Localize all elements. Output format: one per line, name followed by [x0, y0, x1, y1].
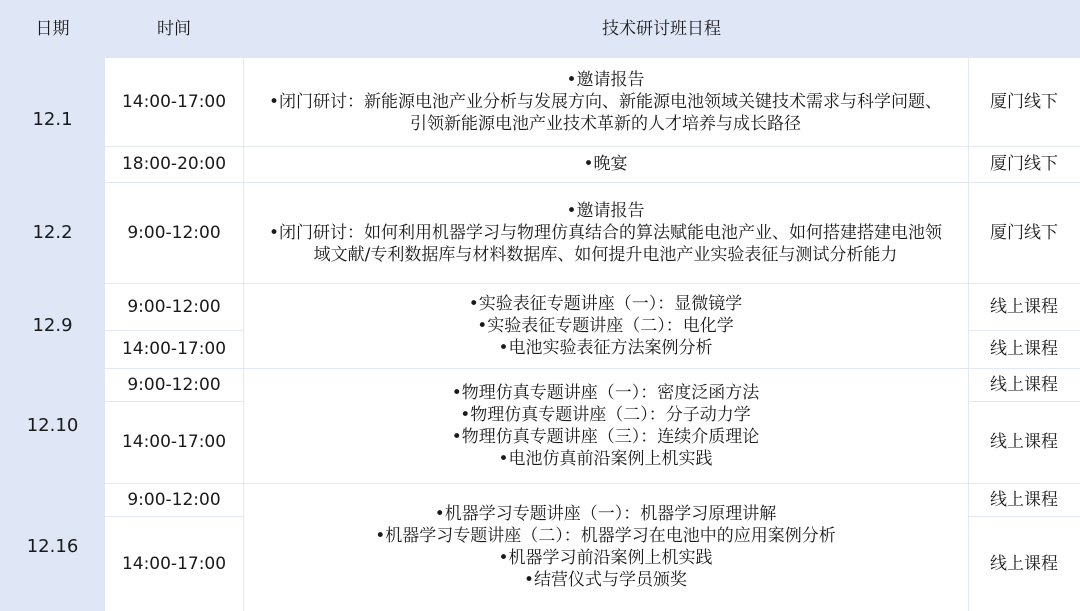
content-line: •物理仿真专题讲座（三）：连续介质理论: [451, 426, 760, 447]
header-date: 日期: [0, 0, 105, 58]
time-cell: 9:00-12:00: [127, 296, 221, 317]
grid-line: [105, 146, 1080, 147]
content-cell: [243, 483, 968, 611]
location-cell: 线上课程: [990, 374, 1058, 395]
location-cell: 线上课程: [990, 489, 1058, 510]
grid-line: [968, 401, 1080, 402]
content-line: •物理仿真专题讲座（二）：分子动力学: [460, 404, 751, 425]
date-cell: 12.2: [0, 182, 105, 283]
content-line: •机器学习专题讲座（二）：机器学习在电池中的应用案例分析: [375, 526, 836, 546]
content-line: •实验表征专题讲座（一）：显微镜学: [468, 293, 743, 314]
grid-line: [105, 368, 1080, 369]
location-cell: 线上课程: [990, 553, 1058, 574]
content-line: •机器学习前沿案例上机实践: [498, 548, 713, 568]
content-line: •邀请报告: [566, 70, 645, 90]
time-cell: 14:00-17:00: [121, 339, 227, 359]
content-line: •电池仿真前沿案例上机实践: [498, 448, 713, 469]
time-cell: 14:00-17:00: [121, 92, 227, 112]
time-cell: 18:00-20:00: [121, 154, 227, 174]
content-cell: [243, 146, 968, 182]
content-line: •实验表征专题讲座（二）：电化学: [477, 315, 734, 336]
time-cell: 9:00-12:00: [127, 489, 221, 510]
content-line: •闭门研讨：新能源电池产业分析与发展方向、新能源电池领域关键技术需求与科学问题、: [268, 92, 943, 112]
grid-line: [105, 516, 243, 517]
location-cell: 线上课程: [990, 432, 1058, 452]
location-cell: 厦门线下: [990, 222, 1058, 243]
grid-line: [105, 182, 1080, 183]
content-line: •闭门研讨：如何利用机器学习与物理仿真结合的算法赋能电池产业、如何搭建搭建电池领: [268, 222, 943, 243]
location-cell: 线上课程: [990, 339, 1058, 359]
content-cell: [243, 182, 968, 283]
content-line: •邀请报告: [566, 200, 645, 221]
grid-line: [968, 516, 1080, 517]
grid-line: [105, 483, 1080, 484]
content-line: 引领新能源电池产业技术革新的人才培养与成长路径: [410, 114, 801, 134]
time-cell: 14:00-17:00: [121, 432, 227, 452]
content-line: •结营仪式与学员颁奖: [523, 570, 688, 590]
header-schedule: 技术研讨班日程: [243, 0, 1080, 58]
header-time: 时间: [105, 0, 243, 58]
location-cell: 厦门线下: [990, 154, 1058, 174]
content-line: •物理仿真专题讲座（一）：密度泛函方法: [451, 382, 760, 403]
grid-line: [105, 330, 243, 331]
grid-line: [968, 58, 969, 611]
time-cell: 14:00-17:00: [121, 553, 227, 574]
content-line: •机器学习专题讲座（一）：机器学习原理讲解: [434, 504, 777, 524]
content-cell: [243, 368, 968, 483]
date-cell: 12.16: [0, 483, 105, 611]
grid-line: [243, 58, 244, 611]
content-line: •电池实验表征方法案例分析: [498, 337, 713, 358]
date-cell: 12.9: [0, 283, 105, 368]
content-cell: [243, 58, 968, 146]
content-cell: [243, 283, 968, 368]
grid-line: [105, 401, 243, 402]
grid-line: [968, 330, 1080, 331]
date-cell: 12.1: [0, 58, 105, 182]
content-line: •晚宴: [583, 154, 628, 174]
content-line: 域文献/专利数据库与材料数据库、如何提升电池产业实验表征与测试分析能力: [313, 244, 898, 265]
date-cell: 12.10: [0, 368, 105, 483]
time-cell: 9:00-12:00: [127, 222, 221, 243]
location-cell: 线上课程: [990, 296, 1058, 317]
time-cell: 9:00-12:00: [127, 374, 221, 395]
location-cell: 厦门线下: [990, 92, 1058, 112]
grid-line: [105, 283, 1080, 284]
